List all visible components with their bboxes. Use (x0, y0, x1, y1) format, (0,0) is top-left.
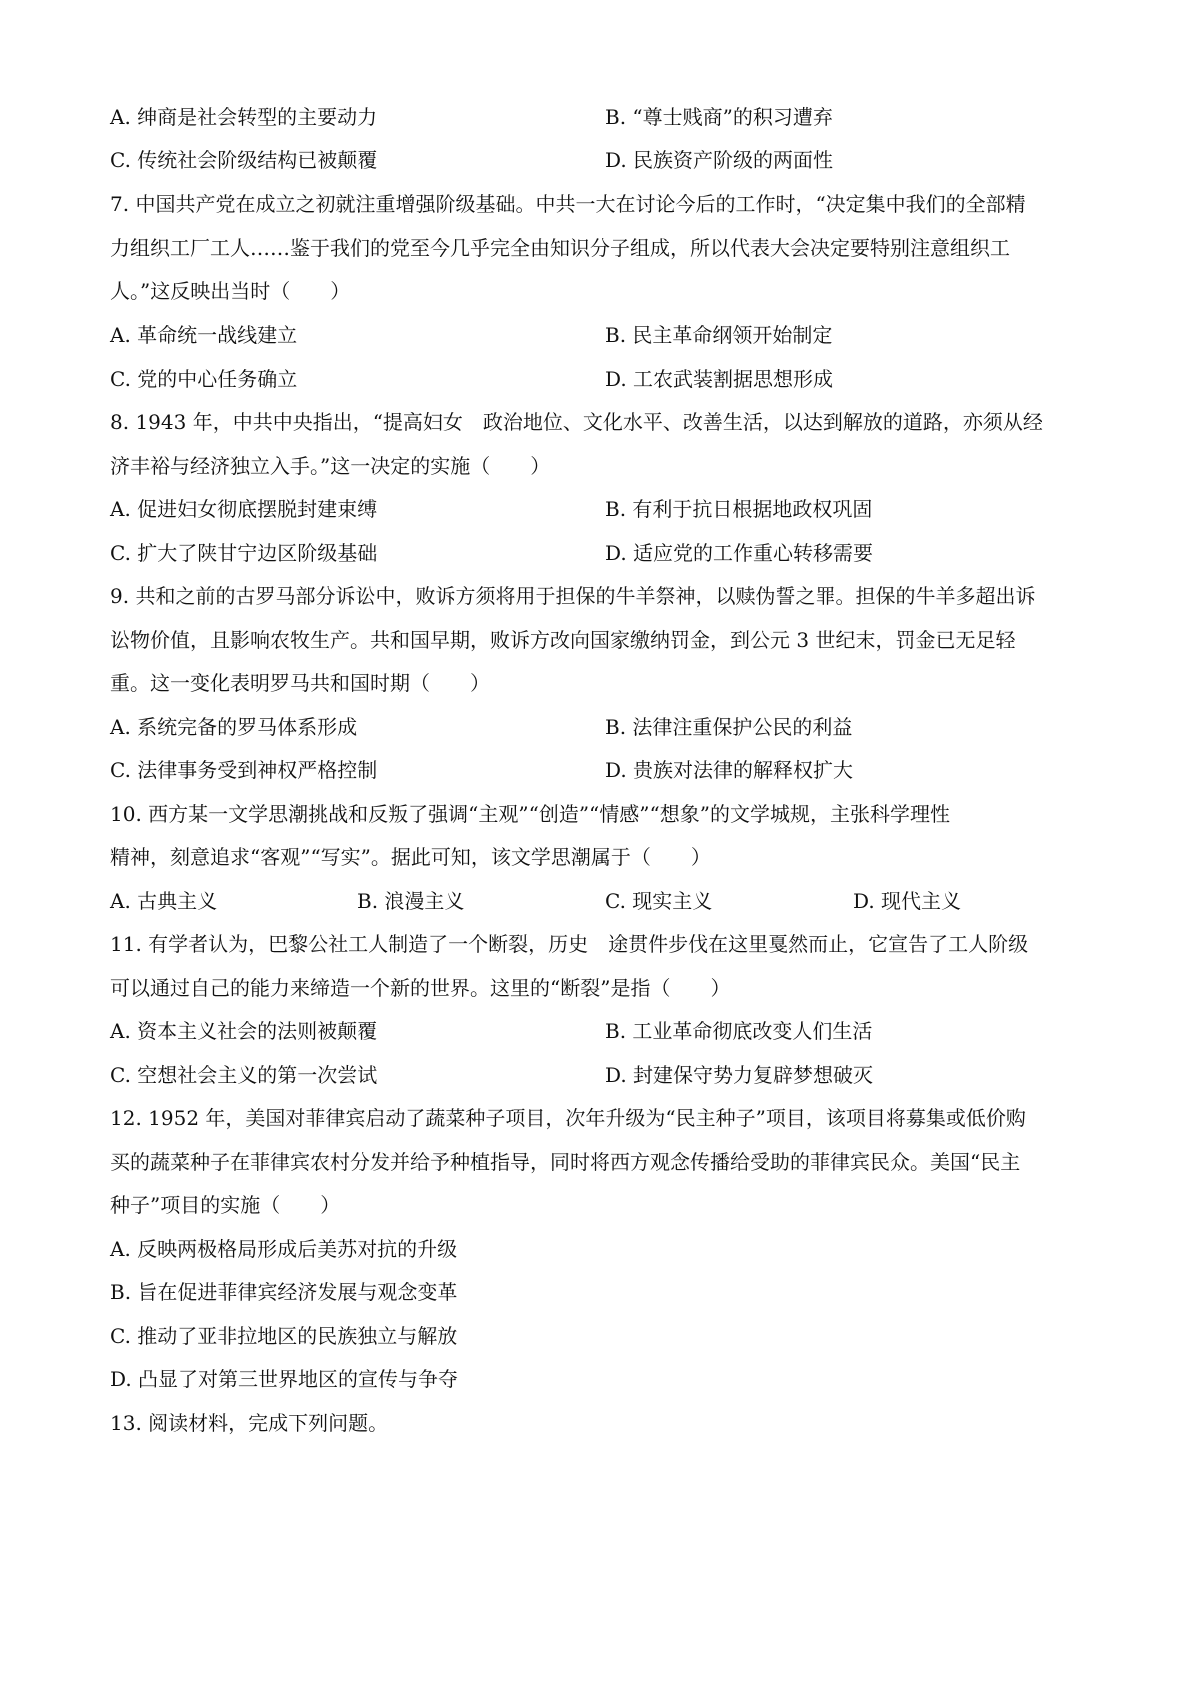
q7-option-a[interactable]: A. 革命统一战线建立 (110, 323, 298, 347)
q10-options-row (110, 887, 1100, 915)
q6-option-a[interactable]: A. 绅商是社会转型的主要动力 (110, 105, 378, 129)
q10-stem-line-1: 10. 西方某一文学思潮挑战和反叛了强调“主观”“创造”“情感”“想象”的文学城规，主张科学理性 (110, 802, 950, 826)
q12-stem-line-3: 种子”项目的实施（ ） (110, 1193, 341, 1217)
q10-option-b[interactable]: B. 浪漫主义 (357, 889, 465, 913)
q11-stem-line-2: 可以通过自己的能力来缔造一个新的世界。这里的“断裂”是指（ ） (110, 976, 731, 1000)
q9-stem-line-1: 9. 共和之前的古罗马部分诉讼中，败诉方须将用于担保的牛羊祭神，以赎伪誓之罪。担保的牛羊多超出诉 (110, 584, 1036, 608)
q9-option-d[interactable]: D. 贵族对法律的解释权扩大 (605, 758, 854, 782)
q9-stem-line-3: 重。这一变化表明罗马共和国时期（ ） (110, 671, 490, 695)
q9-option-c[interactable]: C. 法律事务受到神权严格控制 (110, 758, 378, 782)
q9-options-row-1 (110, 713, 1100, 741)
q9-option-a[interactable]: A. 系统完备的罗马体系形成 (110, 715, 358, 739)
q12-option-a[interactable]: A. 反映两极格局形成后美苏对抗的升级 (110, 1237, 458, 1261)
q11-option-d[interactable]: D. 封建保守势力复辟梦想破灭 (605, 1063, 874, 1087)
q8-stem-line-1: 8. 1943 年，中共中央指出，“提高妇女 政治地位、文化水平、改善生活，以达到解放的道路，亦须从经 (110, 410, 1043, 434)
q10-stem-line-2: 精神，刻意追求“客观”“写实”。据此可知，该文学思潮属于（ ） (110, 845, 711, 869)
q11-stem-line-1: 11. 有学者认为，巴黎公社工人制造了一个断裂，历史 途贯件步伐在这里戛然而止，它宣告了工人阶级 (110, 932, 1029, 956)
q9-option-b[interactable]: B. 法律注重保护公民的利益 (605, 715, 853, 739)
q11-option-a[interactable]: A. 资本主义社会的法则被颠覆 (110, 1019, 378, 1043)
q6-option-d[interactable]: D. 民族资产阶级的两面性 (605, 148, 834, 172)
q7-option-c[interactable]: C. 党的中心任务确立 (110, 367, 298, 391)
q12-stem-line-2: 买的蔬菜种子在菲律宾农村分发并给予种植指导，同时将西方观念传播给受助的菲律宾民众。美国“民主 (110, 1150, 1021, 1174)
q13-stem: 13. 阅读材料，完成下列问题。 (110, 1411, 389, 1435)
q8-stem-line-2: 济丰裕与经济独立入手。”这一决定的实施（ ） (110, 454, 551, 478)
q8-options-row-2 (110, 539, 1100, 567)
q11-options-row-1 (110, 1017, 1100, 1045)
q6-option-b[interactable]: B. “尊士贱商”的积习遭弃 (605, 105, 833, 129)
q11-options-row-2 (110, 1061, 1100, 1089)
q12-option-c[interactable]: C. 推动了亚非拉地区的民族独立与解放 (110, 1324, 458, 1348)
q6-options-row-1 (110, 103, 1100, 131)
q7-options-row-1 (110, 321, 1100, 349)
q8-option-b[interactable]: B. 有利于抗日根据地政权巩固 (605, 497, 873, 521)
q9-stem-line-2: 讼物价值，且影响农牧生产。共和国早期，败诉方改向国家缴纳罚金，到公元 3 世纪末，罚金已无足轻 (110, 628, 1016, 652)
q7-option-d[interactable]: D. 工农武装割据思想形成 (605, 367, 834, 391)
q12-option-b[interactable]: B. 旨在促进菲律宾经济发展与观念变革 (110, 1280, 458, 1304)
q8-options-row-1 (110, 495, 1100, 523)
q8-option-a[interactable]: A. 促进妇女彻底摆脱封建束缚 (110, 497, 378, 521)
q7-stem-line-2: 力组织工厂工人……鉴于我们的党至今几乎完全由知识分子组成，所以代表大会决定要特别注意组织工 (110, 236, 1010, 260)
q7-option-b[interactable]: B. 民主革命纲领开始制定 (605, 323, 833, 347)
q11-option-c[interactable]: C. 空想社会主义的第一次尝试 (110, 1063, 378, 1087)
q12-option-d[interactable]: D. 凸显了对第三世界地区的宣传与争夺 (110, 1367, 459, 1391)
q10-option-d[interactable]: D. 现代主义 (853, 889, 962, 913)
q8-option-d[interactable]: D. 适应党的工作重心转移需要 (605, 541, 874, 565)
q10-option-c[interactable]: C. 现实主义 (605, 889, 713, 913)
q9-options-row-2 (110, 756, 1100, 784)
q6-option-c[interactable]: C. 传统社会阶级结构已被颠覆 (110, 148, 378, 172)
q6-options-row-2 (110, 146, 1100, 174)
q7-stem-line-3: 人。”这反映出当时（ ） (110, 279, 351, 303)
q7-stem-line-1: 7. 中国共产党在成立之初就注重增强阶级基础。中共一大在讨论今后的工作时，“决定集中我们的全部精 (110, 192, 1026, 216)
q7-options-row-2 (110, 365, 1100, 393)
q12-stem-line-1: 12. 1952 年，美国对菲律宾启动了蔬菜种子项目，次年升级为“民主种子”项目，该项目将募集或低价购 (110, 1106, 1026, 1130)
q11-option-b[interactable]: B. 工业革命彻底改变人们生活 (605, 1019, 873, 1043)
q10-option-a[interactable]: A. 古典主义 (110, 889, 218, 913)
q8-option-c[interactable]: C. 扩大了陕甘宁边区阶级基础 (110, 541, 378, 565)
